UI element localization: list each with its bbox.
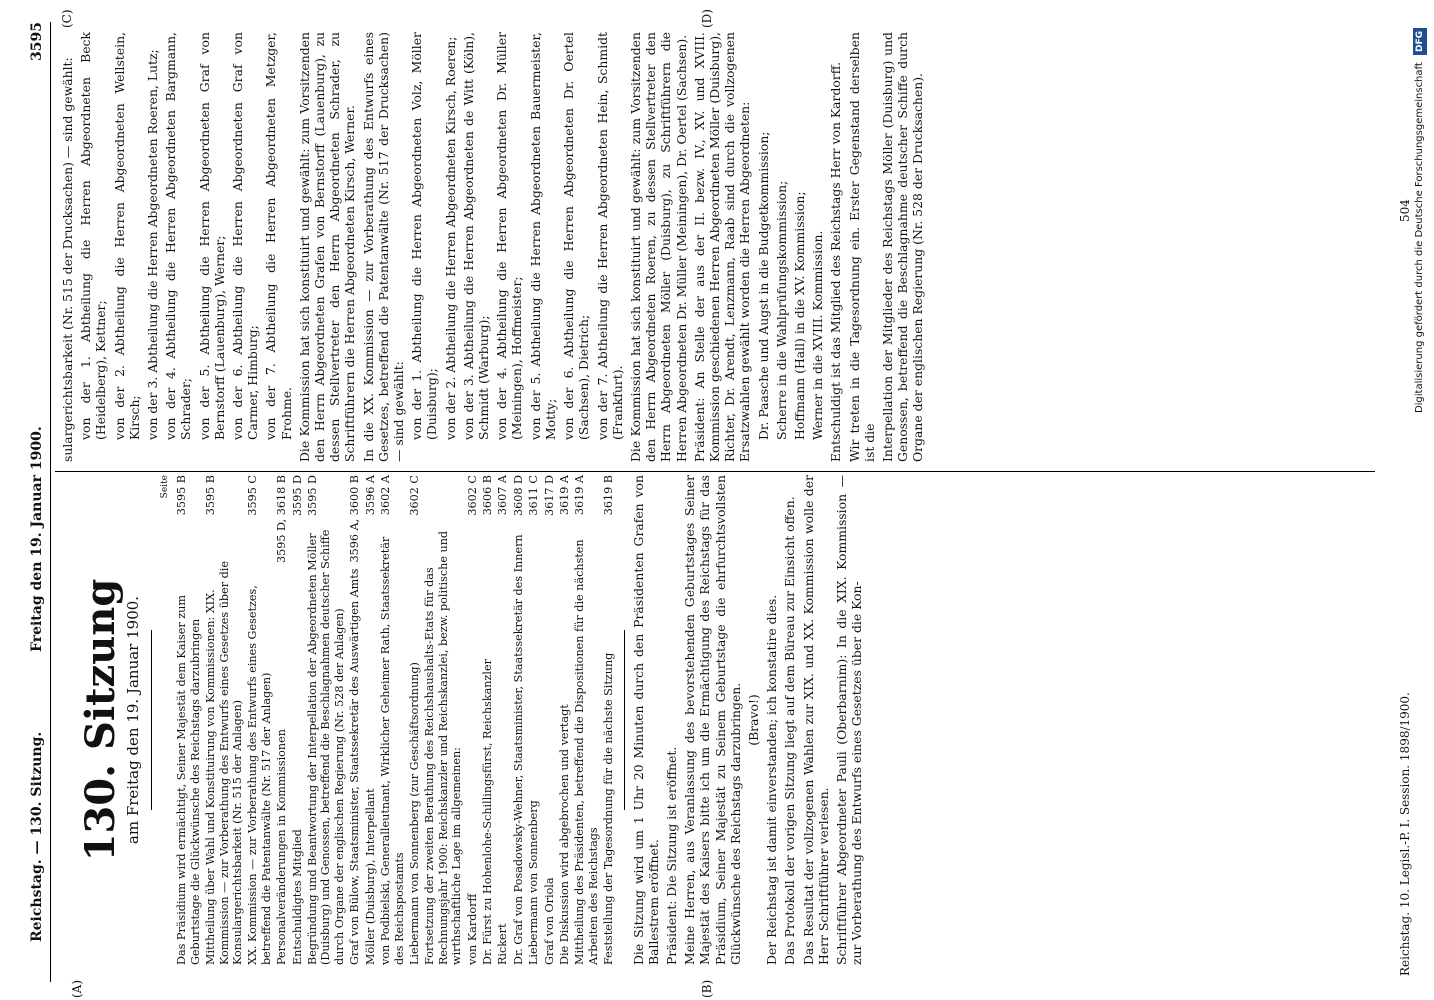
toc-entry-text: von Kardorff bbox=[465, 893, 479, 965]
body-paragraph: (Bravo!) bbox=[746, 694, 762, 746]
toc-entry bbox=[408, 475, 421, 965]
toc-entry-page bbox=[423, 475, 463, 521]
body-paragraph: von der 1. Abtheilung die Herren Abgeordneten Volz, Möller (Duisburg); bbox=[409, 32, 440, 440]
body-paragraph: von der 5. Abtheilung die Herren Abgeordneten Graf von Bernstorff (Lauenburg), Werner; bbox=[196, 32, 227, 440]
toc-entry-page: 3617 D bbox=[542, 475, 556, 516]
body-paragraph: Hoffmann (Hall) in die XV. Kommission; bbox=[791, 191, 807, 440]
body-paragraph: Scherre in die Wahlprüfungskommission; bbox=[773, 180, 789, 440]
toc-entry bbox=[306, 475, 346, 965]
toc-entry-text: Rickert bbox=[496, 923, 510, 965]
toc-entry bbox=[496, 475, 509, 965]
header-left: Reichstag. — 130. Sitzung. bbox=[29, 731, 45, 942]
left-body bbox=[631, 475, 865, 965]
toc-entry-page: 3607 A bbox=[496, 475, 510, 516]
footer-signature: Reichstag. 10. Legisl.-P. I. Session. 1898/1900. bbox=[1398, 692, 1412, 976]
body-paragraph: sulargerichtsbarkeit (Nr. 515 der Drucksachen) — sind gewählt: bbox=[60, 57, 75, 462]
toc-entry-text: Entschuldigtes Mitglied bbox=[290, 829, 304, 965]
margin-mark-d: (D) bbox=[700, 9, 714, 28]
toc-entry bbox=[291, 475, 304, 965]
toc-entry-text: Liebermann von Sonnenberg bbox=[527, 800, 541, 965]
page-number: 3595 bbox=[29, 22, 45, 61]
digitization-text: Digitalisierung gefördert durch die Deutsche Forschungsgemeinschaft bbox=[1414, 62, 1425, 414]
toc-entry-text: Liebermann von Sonnenberg (zur Geschäftsordnung) bbox=[407, 662, 421, 965]
toc-entry-page: 3611 C bbox=[527, 475, 541, 516]
body-paragraph: von der 2. Abtheilung die Herren Abgeordneten Wellstein, Kirsch; bbox=[111, 32, 142, 440]
body-paragraph: Die Kommission hat sich konstituirt und gewählt: zum Vorsitzenden den Herrn Abgeordneten Roeren, zu dessen Stellvertreter den Herrn Abgeordneten Möller (Duisburg), zu Schriftführern die Herren Abgeordneten Dr. Müller (Meiningen), Dr. Oertel (Sachsen). bbox=[627, 32, 689, 462]
toc-entry-page: 3602 A bbox=[379, 475, 393, 516]
body-paragraph: von der 3. Abtheilung die Herren Abgeordneten de Witt (Köln), Schmidt (Warburg); bbox=[460, 32, 492, 440]
body-paragraph: von der 4. Abtheilung die Herren Abgeordneten Dr. Müller (Meiningen), Hoffmeister; bbox=[494, 32, 525, 440]
title-rule bbox=[151, 630, 152, 810]
body-paragraph: Das Protokoll der vorigen Sitzung liegt auf dem Büreau zur Einsicht offen. bbox=[782, 496, 798, 965]
body-paragraph: Schriftführer Abgeordneter Pauli (Oberbarnim): In die XIX. Kommission — zur Vorberathung des Entwurfs eines Gesetzes über die Kon- bbox=[834, 475, 865, 965]
toc-entry-page: 3596 A, 3600 B bbox=[348, 475, 362, 563]
header-date: Freitag den 19. Januar 1900. bbox=[29, 426, 45, 652]
toc-entry-page: 3602 C bbox=[407, 475, 421, 516]
body-paragraph: von der 3. Abtheilung die Herren Abgeordneten Roeren, Lutz; bbox=[145, 49, 161, 440]
column-divider bbox=[55, 471, 1375, 472]
body-paragraph: von der 7. Abtheilung die Herren Abgeordneten Metzger, Frohme. bbox=[263, 32, 294, 440]
toc-entry bbox=[466, 475, 479, 965]
right-column bbox=[60, 32, 1400, 462]
toc-entry bbox=[275, 475, 288, 965]
body-paragraph: von der 1. Abtheilung die Herren Abgeordneten Beck (Heidelberg), Kettner; bbox=[78, 32, 109, 440]
toc-entry-page: 3608 D bbox=[511, 475, 525, 516]
toc-entry-text: Fortsetzung der zweiten Berathung des Reichshaushalts-Etats für das Rechnungsjahr 1900: Reichskanzler und Reichskanzlei, bezw. politische und wirthschaftliche Lage im allgemeinen: bbox=[423, 530, 464, 965]
table-of-contents bbox=[175, 475, 615, 965]
toc-entry bbox=[364, 475, 377, 965]
body-paragraph: Dr. Paasche und Augst in die Budgetkommission; bbox=[755, 131, 771, 440]
body-paragraph: von der 4. Abtheilung die Herren Abgeordneten Bargmann, Schrader; bbox=[163, 32, 194, 440]
toc-entry bbox=[573, 475, 600, 965]
body-paragraph: Präsident: Die Sitzung ist eröffnet. bbox=[664, 746, 679, 965]
toc-entry-text: Dr. Fürst zu Hohenlohe-Schillingsfürst, Reichskanzler bbox=[480, 659, 494, 965]
toc-entry bbox=[379, 475, 406, 965]
toc-entry-page: 3595 C bbox=[246, 475, 260, 516]
right-body bbox=[60, 32, 926, 462]
toc-entry-page: 3606 B bbox=[480, 475, 494, 516]
toc-entry-text: Personalveränderungen in Kommissionen bbox=[275, 729, 289, 965]
footer-sheet-number: 504 bbox=[1398, 199, 1412, 222]
body-paragraph: Entschuldigt ist das Mitglied des Reichstags Herr von Kardorff. bbox=[828, 61, 844, 462]
toc-entry bbox=[543, 475, 556, 965]
body-paragraph: Meine Herren, aus Veranlassung des bevorstehenden Geburtstages Seiner Majestät des Kaisers bitte ich um die Ermächtigung des Reichstags für das Präsidium, Seiner Majestät zu Seinem Geburtstage die ehrfurchtsvollsten Glückwünsche des Reichstags darzubringen. bbox=[682, 475, 743, 965]
toc-rule bbox=[624, 630, 625, 810]
toc-entry-text: Dr. Graf von Posadowsky-Wehner, Staatsminister, Staatssekretär des Innern bbox=[511, 534, 525, 965]
body-paragraph: Die Sitzung wird um 1 Uhr 20 Minuten durch den Präsidenten Grafen von Ballestrem eröffnet. bbox=[630, 475, 661, 965]
toc-entry-text: XX. Kommission — zur Vorberathung des Entwurfs eines Gesetzes, betreffend die Patentanwälte (Nr. 517 der Anlagen) bbox=[246, 585, 273, 965]
toc-entry-text: Mittheilung des Präsidenten, betreffend die Dispositionen für die nächsten Arbeiten des Reichstags bbox=[573, 539, 600, 965]
session-title: 130. Sitzung bbox=[77, 578, 124, 862]
toc-entry-text: Mittheilung über Wahl und Konstituirung von Kommissionen: XIX. Kommission — zur Vorberathung des Entwurfs eines Gesetzes über die Konsulargerichtsbarkeit (Nr. 515 der Anlagen) bbox=[204, 561, 245, 965]
toc-entry-page: 3619 A bbox=[557, 475, 571, 516]
toc-entry bbox=[175, 475, 202, 965]
toc-entry-text: Feststellung der Tagesordnung für die nächste Sitzung bbox=[602, 652, 616, 965]
toc-entry-page: 3596 A bbox=[363, 475, 377, 516]
body-paragraph: Der Reichstag ist damit einverstanden; ich konstatire dies. bbox=[764, 594, 780, 965]
toc-entry bbox=[423, 475, 463, 965]
body-paragraph: Werner in die XVIII. Kommission. bbox=[810, 230, 826, 440]
toc-entry bbox=[602, 475, 615, 965]
toc-entry-page: 3595 B bbox=[204, 475, 218, 516]
toc-entry bbox=[348, 475, 361, 965]
body-paragraph: von der 2. Abtheilung die Herren Abgeordneten Kirsch, Roeren; bbox=[442, 36, 458, 440]
body-paragraph: von der 6. Abtheilung die Herren Abgeordneten Graf von Carmer, Himburg; bbox=[230, 32, 261, 440]
page-header bbox=[28, 22, 51, 982]
body-paragraph: von der 7. Abtheilung die Herren Abgeordneten Hein, Schmidt (Frankfurt). bbox=[594, 32, 625, 440]
toc-entry-page: 3619 A bbox=[573, 475, 587, 516]
body-paragraph: In die XX. Kommission — zur Vorberathung des Entwurfs eines Gesetzes, betreffend die Patentanwälte (Nr. 517 der Drucksachen) — sind gewählt: bbox=[360, 32, 407, 462]
toc-entry-page: 3602 C bbox=[465, 475, 479, 516]
body-paragraph: Die Kommission hat sich konstituirt und gewählt: zum Vorsitzenden den Herrn Abgeordneten Grafen von Bernstorff (Lauenburg), zu dessen Stellvertreter den Herrn Abgeordneten Schrader, zu Schriftführern die Herren Abgeordneten Kirsch, Werner. bbox=[296, 32, 358, 462]
toc-entry bbox=[246, 475, 273, 965]
seite-label: Seite bbox=[160, 475, 171, 499]
body-paragraph: von der 5. Abtheilung die Herren Abgeordneten Bauermeister, Motty; bbox=[527, 32, 558, 440]
toc-entry-text: Die Diskussion wird abgebrochen und vertagt bbox=[557, 704, 571, 965]
toc-entry-page: 3619 B bbox=[602, 475, 616, 516]
toc-entry-text: Das Präsidium wird ermächtigt, Seiner Majestät dem Kaiser zum Geburtstage die Glückwünsche des Reichstags darzubringen bbox=[175, 595, 202, 965]
margin-mark-a: (A) bbox=[70, 979, 84, 998]
dfg-logo: DFG bbox=[1413, 28, 1427, 55]
toc-entry-page: 3595 D bbox=[290, 475, 304, 516]
margin-mark-c: (C) bbox=[60, 9, 74, 28]
toc-entry bbox=[512, 475, 525, 965]
toc-entry-page: 3595 B bbox=[175, 475, 189, 516]
body-paragraph: Wir treten in die Tagesordnung ein. Erster Gegenstand derselben ist die bbox=[846, 32, 877, 462]
toc-entry bbox=[527, 475, 540, 965]
toc-entry bbox=[481, 475, 494, 965]
left-column bbox=[60, 475, 1400, 965]
toc-entry-text: Graf von Oriola bbox=[542, 877, 556, 965]
toc-entry-text: Möller (Duisburg), Interpellant bbox=[363, 788, 377, 965]
body-paragraph: von der 6. Abtheilung die Herren Abgeordneten Dr. Oertel (Sachsen), Dietrich; bbox=[561, 32, 592, 440]
body-paragraph: Präsident: An Stelle der aus der II. bezw. IV., XV. und XVIII. Kommission geschiedenen Herren Abgeordneten Möller (Duisburg), Richter, Dr. Arendt, Lenzmann, Raab sind durch die vollzogenen Ersatzwahlen gewählt worden die Herren Abgeordneten: bbox=[691, 32, 753, 462]
digitization-note bbox=[1408, 8, 1432, 992]
toc-entry bbox=[204, 475, 244, 965]
toc-entry-text: von Podbielski, Generalleutnant, Wirklicher Geheimer Rath, Staatssekretär des Reichspostamts bbox=[379, 536, 406, 965]
toc-entry-page: 3595 D, 3618 B bbox=[275, 475, 289, 563]
margin-mark-b: (B) bbox=[700, 979, 714, 998]
toc-entry-text: Graf von Bülow, Staatsminister, Staatssekretär des Auswärtigen Amts bbox=[348, 568, 362, 965]
body-paragraph: Das Resultat der vollzogenen Wahlen zur XIX. und XX. Kommission wolle der Herr Schriftführer verlesen. bbox=[800, 475, 831, 965]
toc-entry bbox=[558, 475, 571, 965]
toc-entry-page: 3595 D bbox=[306, 475, 320, 516]
body-paragraph: Interpellation der Mitglieder des Reichstags Möller (Duisburg) und Genossen, betreffend die Beschlagnahme deutscher Schiffe durch Organe der englischen Regierung (Nr. 528 der Drucksachen). bbox=[879, 32, 926, 462]
session-date: am Freitag den 19. Januar 1900. bbox=[124, 595, 142, 845]
toc-entry-text: Begründung und Beantwortung der Interpellation der Abgeordneten Möller (Duisburg) und Genossen, betreffend die Beschlagnahmen deutscher Schiffe durch Organe der englischen Regierung (Nr. 528 der Anlagen) bbox=[306, 529, 346, 965]
